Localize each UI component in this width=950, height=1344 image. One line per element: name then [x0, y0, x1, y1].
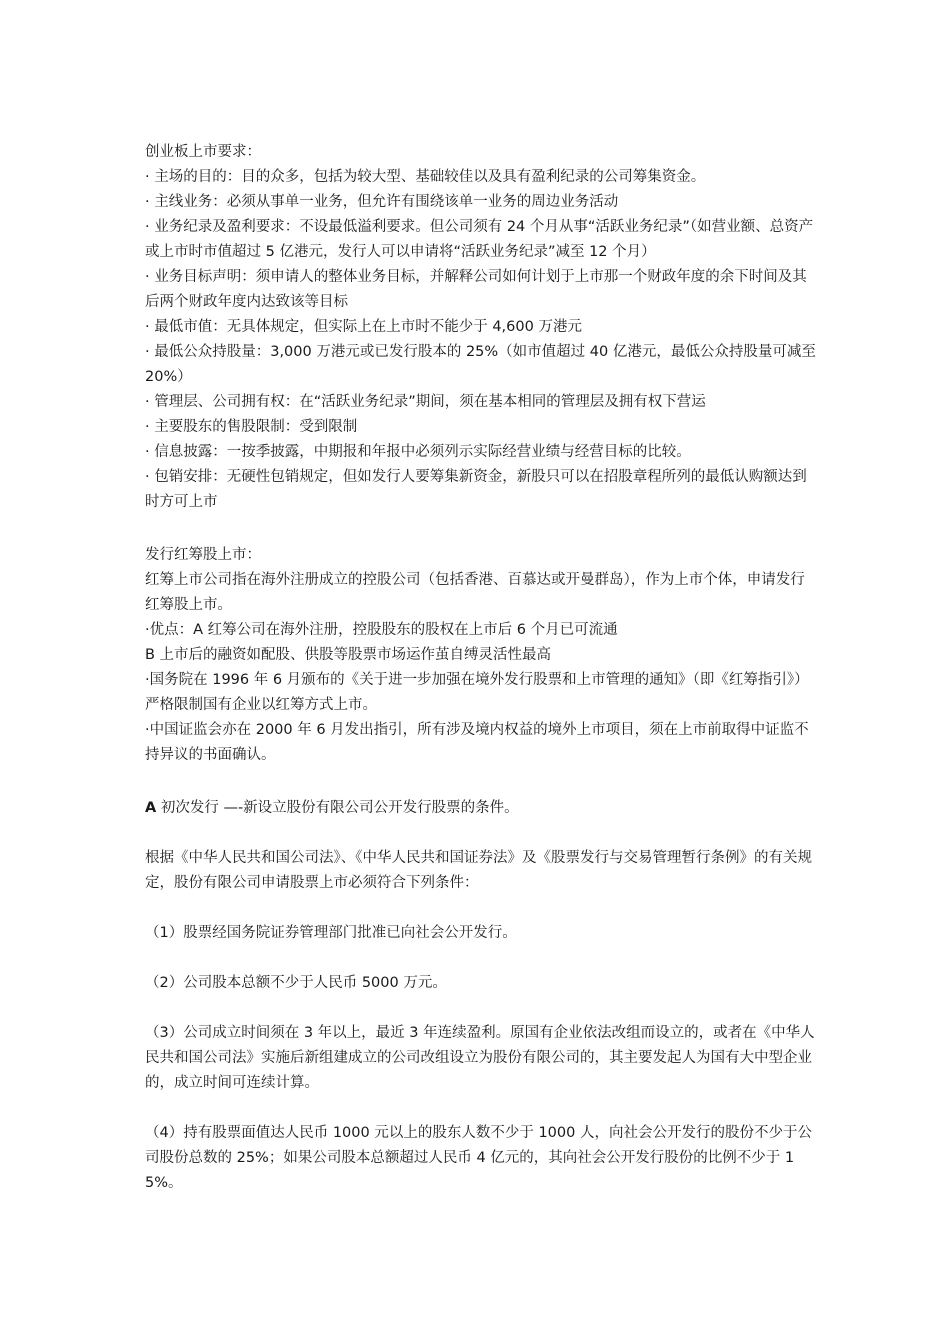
list-item: · 主场的目的：目的众多，包括为较大型、基础较佳以及具有盈利纪录的公司筹集资金。 [145, 169, 706, 185]
list-item: · 信息披露：一按季披露，中期报和年报中必须列示实际经营业绩与经营目标的比较。 [145, 444, 691, 460]
list-item: ·优点：A 红筹公司在海外注册，控股股东的股权在上市后 6 个月已可流通 [145, 622, 618, 638]
section-title-red-chip: 发行红筹股上市： [145, 547, 261, 563]
condition-item: （1）股票经国务院证券管理部门批准已向社会公开发行。 [145, 925, 517, 941]
paragraph: 红筹上市公司指在海外注册成立的控股公司（包括香港、百慕达或开曼群岛），作为上市个体，申请发行红筹股上市。 [145, 572, 805, 613]
list-item: · 最低公众持股量：3,000 万港元或已发行股本的 25%（如市值超过 40 亿港元，最低公众持股量可减至 20%） [145, 344, 816, 385]
condition-item: （4）持有股票面值达人民币 1000 元以上的股东人数不少于 1000 人，向社会公开发行的股份不少于公司股份总数的 25%；如果公司股本总额超过人民币 4 亿元的，其向社会公开发行股份的比例不少于 15%。 [145, 1125, 812, 1191]
list-item: · 主线业务：必须从事单一业务，但允许有围绕该单一业务的周边业务活动 [145, 194, 619, 210]
document-body [145, 140, 817, 1196]
condition-item: （2）公司股本总额不少于人民币 5000 万元。 [145, 975, 447, 991]
list-item: ·国务院在 1996 年 6 月颁布的《关于进一步加强在境外发行股票和上市管理的通知》（即《红筹指引》）严格限制国有企业以红筹方式上市。 [145, 672, 809, 713]
heading-text: 初次发行 —-新设立股份有限公司公开发行股票的条件。 [156, 800, 519, 816]
condition-item: （3）公司成立时间须在 3 年以上，最近 3 年连续盈利。原国有企业依法改组而设立的，或者在《中华人民共和国公司法》实施后新组建成立的公司改组设立为股份有限公司的，其主要发起人为国有大中型企业的，成立时间可连续计算。 [145, 1025, 815, 1091]
list-item: · 最低市值：无具体规定，但实际上在上市时不能少于 4,600 万港元 [145, 319, 582, 335]
paragraph: 根据《中华人民共和国公司法》、《中华人民共和国证券法》及《股票发行与交易管理暂行条例》的有关规定，股份有限公司申请股票上市必须符合下列条件： [145, 850, 812, 891]
list-item: B 上市后的融资如配股、供股等股票市场运作茧自缚灵活性最高 [145, 647, 552, 663]
list-item: · 包销安排：无硬性包销规定，但如发行人要筹集新资金，新股只可以在招股章程所列的最低认购额达到时方可上市 [145, 469, 807, 510]
heading-prefix: A [145, 800, 157, 816]
list-item: · 业务目标声明：须申请人的整体业务目标，并解释公司如何计划于上市那一个财政年度的余下时间及其后两个财政年度内达致该等目标 [145, 269, 807, 310]
list-item: ·中国证监会亦在 2000 年 6 月发出指引，所有涉及境内权益的境外上市项目，须在上市前取得中证监不持异议的书面确认。 [145, 722, 809, 763]
section-heading-initial-issue [145, 796, 817, 821]
list-item: · 管理层、公司拥有权：在“活跃业务纪录”期间，须在基本相同的管理层及拥有权下营运 [145, 394, 706, 410]
list-item: · 业务纪录及盈利要求：不设最低溢利要求。但公司须有 24 个月从事“活跃业务纪录”（如营业额、总资产或上市时市值超过 5 亿港元，发行人可以申请将“活跃业务纪录”减至 12 个月） [145, 219, 814, 260]
list-item: · 主要股东的售股限制：受到限制 [145, 419, 358, 435]
section-title-chinext: 创业板上市要求： [145, 144, 261, 160]
